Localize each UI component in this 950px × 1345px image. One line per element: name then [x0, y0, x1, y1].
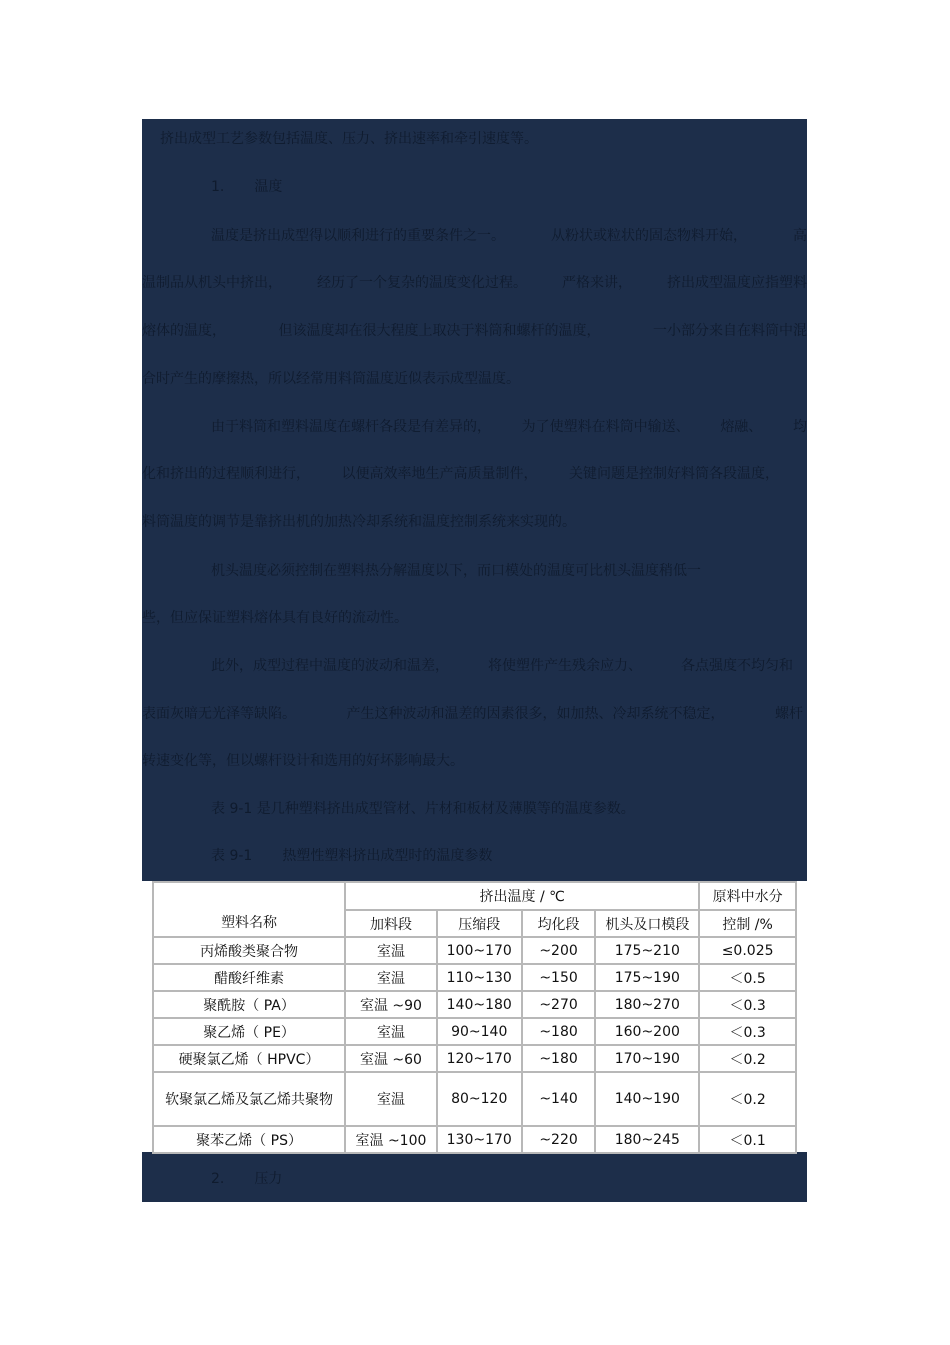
text-run: 高: [793, 228, 807, 244]
table-row: [153, 964, 796, 991]
paragraph-line: [142, 321, 807, 341]
text-run: 此外，成型过程中温度的波动和温差，: [211, 658, 449, 674]
table-row: [153, 1045, 796, 1072]
section-number: 2.: [211, 1171, 225, 1187]
text-run: 合时产生的摩擦热，所以经常用料筒温度近似表示成型温度。: [142, 371, 520, 387]
table-cell: 180~270: [595, 991, 699, 1018]
table-cell: 室温 ~100: [345, 1126, 437, 1153]
table-caption: [142, 846, 807, 866]
table-cell: 170~190: [595, 1045, 699, 1072]
text-run: 但该温度却在很大程度上取决于料筒和螺杆的温度，: [278, 323, 601, 339]
text-run: 螺杆: [775, 706, 803, 722]
table-cell: ~270: [522, 991, 596, 1018]
plastic-name-cell: 聚苯乙烯（ PS）: [153, 1126, 345, 1153]
table-cell: 175~190: [595, 964, 699, 991]
header-feed-zone: 加料段: [345, 910, 437, 937]
table-cell: ~220: [522, 1126, 596, 1153]
text-run: 化和挤出的过程顺利进行，: [142, 466, 310, 482]
table-cell: 室温: [345, 937, 437, 964]
table-cell: 130~170: [437, 1126, 522, 1153]
text-run: 熔体的温度，: [142, 323, 226, 339]
table-cell: ~180: [522, 1045, 596, 1072]
header-metering-zone: 均化段: [522, 910, 596, 937]
text-run: 一小部分来自在料筒中混: [653, 323, 807, 339]
table-cell: ~180: [522, 1018, 596, 1045]
table-cell: ＜0.5: [699, 964, 796, 991]
header-compression-zone: 压缩段: [437, 910, 522, 937]
paragraph-line: [142, 608, 807, 628]
plastic-name-cell: 聚乙烯（ PE）: [153, 1018, 345, 1045]
caption-number: 表 9-1: [211, 848, 253, 864]
text-run: 关键问题是控制好料筒各段温度，: [569, 466, 779, 482]
table-cell: 160~200: [595, 1018, 699, 1045]
table-cell: ≤0.025: [699, 937, 796, 964]
paragraph-line: [142, 751, 807, 771]
header-extrusion-temp: 挤出温度 / ℃: [345, 882, 699, 910]
text-run: 转速变化等，但以螺杆设计和选用的好坏影响最大。: [142, 753, 464, 769]
table-cell: 室温 ~90: [345, 991, 437, 1018]
paragraph-line: [142, 273, 807, 293]
table-row: [153, 1072, 796, 1126]
table-cell: 110~130: [437, 964, 522, 991]
paragraph-line: [142, 226, 807, 246]
header-plastic-name: 塑料名称: [153, 882, 345, 937]
table-row: [153, 937, 796, 964]
table-row: [153, 991, 796, 1018]
table-cell: 180~245: [595, 1126, 699, 1153]
text-run: 由于料筒和塑料温度在螺杆各段是有差异的，: [211, 419, 491, 435]
text-run: 以便高效率地生产高质量制件，: [341, 466, 538, 482]
text-run: 将使塑件产生残余应力、: [488, 658, 642, 674]
table-cell: 140~190: [595, 1072, 699, 1126]
text-run: 从粉状或粒状的固态物料开始，: [551, 228, 747, 244]
table-cell: 室温: [345, 1018, 437, 1045]
temperature-table: [152, 881, 797, 1154]
table-cell: 室温 ~60: [345, 1045, 437, 1072]
text-run: 经历了一个复杂的温度变化过程。: [317, 275, 527, 291]
header-moisture-unit: 控制 /%: [699, 910, 796, 937]
table-cell: 140~180: [437, 991, 522, 1018]
table-cell: ~150: [522, 964, 596, 991]
paragraph-line: [142, 704, 807, 724]
text-run: 产生这种波动和温差的因素很多，如加热、冷却系统不稳定，: [346, 706, 725, 722]
table-cell: ＜0.2: [699, 1045, 796, 1072]
section-1-heading: [142, 177, 807, 197]
table-cell: 室温: [345, 964, 437, 991]
paragraph-line: [142, 561, 807, 581]
text-run: 为了使塑料在料筒中输送、: [521, 419, 690, 435]
table-cell: ~200: [522, 937, 596, 964]
plastic-name-cell: 软聚氯乙烯及氯乙烯共聚物: [153, 1072, 345, 1126]
table-cell: 室温: [345, 1072, 437, 1126]
text-run: 熔融、: [720, 419, 763, 435]
paragraph-line: [142, 369, 807, 389]
intro-paragraph: 挤出成型工艺参数包括温度、压力、挤出速率和牵引速度等。: [160, 131, 538, 147]
paragraph-line: [142, 417, 807, 437]
caption-title: 热塑性塑料挤出成型时的温度参数: [282, 848, 493, 864]
paragraph-line: [142, 464, 807, 484]
table-cell: 100~170: [437, 937, 522, 964]
section-2-heading: [142, 1169, 807, 1189]
plastic-name-cell: 丙烯酸类聚合物: [153, 937, 345, 964]
text-run: 挤出成型温度应指塑料: [667, 275, 807, 291]
section-number: 1.: [211, 179, 225, 195]
plastic-name-cell: 硬聚氯乙烯（ HPVC）: [153, 1045, 345, 1072]
table-row: [153, 1126, 796, 1153]
paragraph-line: [142, 512, 807, 532]
table-cell: ＜0.1: [699, 1126, 796, 1153]
text-run: 机头温度必须控制在塑料热分解温度以下，而口模处的温度可比机头温度稍低一: [211, 563, 701, 579]
text-run: 温度是挤出成型得以顺利进行的重要条件之一。: [211, 228, 505, 244]
section-title: 温度: [254, 179, 283, 195]
text-run: 表面灰暗无光泽等缺陷。: [142, 706, 296, 722]
table-cell: ＜0.3: [699, 991, 796, 1018]
plastic-name-cell: 醋酸纤维素: [153, 964, 345, 991]
table-cell: 80~120: [437, 1072, 522, 1126]
table-cell: 90~140: [437, 1018, 522, 1045]
text-run: 各点强度不均匀和: [681, 658, 793, 674]
text-run: 温制品从机头中挤出，: [142, 275, 282, 291]
table-row: [153, 1018, 796, 1045]
section-title: 压力: [254, 1171, 283, 1187]
table-cell: 175~210: [595, 937, 699, 964]
table-intro-line: 表 9-1 是几种塑料挤出成型管材、片材和板材及薄膜等的温度参数。: [211, 801, 635, 817]
table-header-row: [153, 882, 796, 910]
paragraph-line: [142, 656, 807, 676]
table-cell: ＜0.3: [699, 1018, 796, 1045]
text-run: 严格来讲，: [562, 275, 632, 291]
table-cell: ＜0.2: [699, 1072, 796, 1126]
text-run: 些，但应保证塑料熔体具有良好的流动性。: [142, 610, 408, 626]
text-run: 均: [792, 419, 807, 435]
header-die-zone: 机头及口模段: [595, 910, 699, 937]
plastic-name-cell: 聚酰胺（ PA）: [153, 991, 345, 1018]
header-moisture: 原料中水分: [699, 882, 796, 910]
text-run: 料筒温度的调节是靠挤出机的加热冷却系统和温度控制系统来实现的。: [142, 514, 576, 530]
table-cell: ~140: [522, 1072, 596, 1126]
table-cell: 120~170: [437, 1045, 522, 1072]
